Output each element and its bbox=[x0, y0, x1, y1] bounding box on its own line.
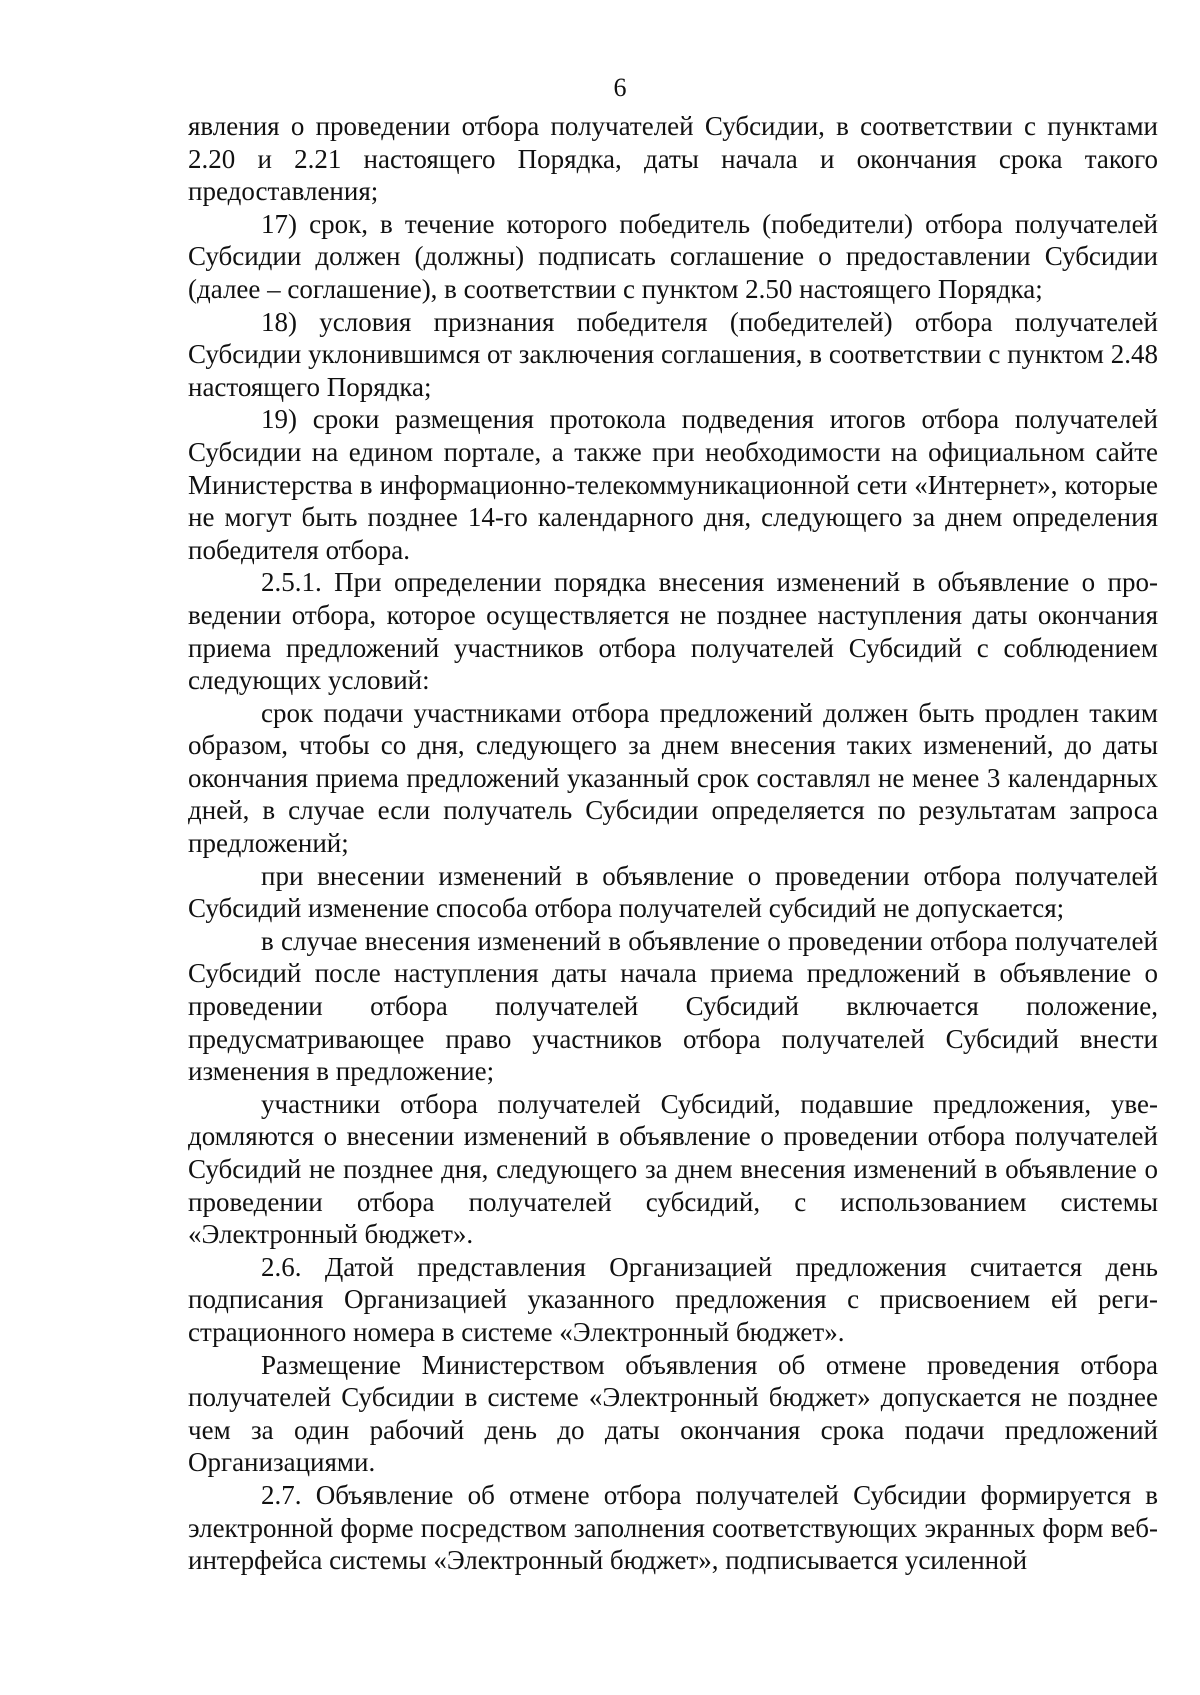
paragraph-condition-3: в случае внесения изменений в объявление о проведении отбора получателей Субсидий после наступления даты начала приема предложений в объявление о проведении отбора получателей Субсидий включается положение, предусматривающее право участников отбора получателей Субсидий внести изменения в предложение; bbox=[188, 925, 1158, 1087]
paragraph-2-5-1: 2.5.1. При определении порядка внесения изменений в объявление о проведении отбора, которое осуществляется не позднее наступления даты окончания приема предложений участников отбора получателей Субсидий с соблюдением следующих условий: bbox=[188, 567, 1158, 696]
paragraph-item-19: 19) сроки размещения протокола подведения итогов отбора получателей Субсидии на едином портале, а также при необходимости на официальном сайте Министерства в информационно-телекоммуникационной сети «Интернет», которые не могут быть позднее 14-го календарного дня, следующего за днем определения победителя отбора. bbox=[188, 404, 1158, 565]
page-number: 6 bbox=[613, 73, 627, 102]
paragraph-2-7: 2.7. Объявление об отмене отбора получателей Субсидии формируется в электронной форме посредством заполнения соответствующих экранных форм веб-интерфейса системы «Электронный бюджет», подписывается усиленной bbox=[188, 1479, 1158, 1576]
paragraph-2-6: 2.6. Датой представления Организацией предложения считается день подписания Организацией указанного предложения с присвоением ей регистрационного номера в системе «Электронный бюджет». bbox=[188, 1251, 1158, 1347]
paragraph-item-18: 18) условия признания победителя (победителей) отбора получателей Субсидии уклонившимся от заключения соглашения, в соответствии с пунктом 2.48 настоящего Порядка; bbox=[188, 306, 1158, 402]
paragraph-continuation: явления о проведении отбора получателей Субсидии, в соответствии с пунктами 2.20 и 2.21 настоящего Порядка, даты начала и окончания срока такого предоставления; bbox=[188, 111, 1158, 207]
paragraph-item-17: 17) срок, в течение которого победитель (победители) отбора получателей Субсидии должен (должны) подписать соглашение о предоставлении Субсидии (далее – соглашение), в соответствии с пунктом 2.50 настоящего Порядка; bbox=[188, 208, 1158, 304]
paragraph-condition-1: срок подачи участниками отбора предложений должен быть продлен таким образом, чтобы со дня, следующего за днем внесения таких изменений, до даты окончания приема предложений указанный срок составлял не менее 3 календарных дней, в случае если получатель Субсидии определяется по результатам запроса предложений; bbox=[188, 697, 1158, 859]
document-body bbox=[188, 110, 1158, 1577]
paragraph-condition-2: при внесении изменений в объявление о проведении отбора получателей Субсидий изменение способа отбора получателей субсидий не допускается; bbox=[188, 860, 1158, 924]
paragraph-cancellation: Размещение Министерством объявления об отмене проведения отбора получателей Субсидии в системе «Электронный бюджет» допускается не позднее чем за один рабочий день до даты окончания срока подачи предложений Организациями. bbox=[188, 1349, 1158, 1478]
paragraph-condition-4: участники отбора получателей Субсидий, подавшие предложения, уведомляются о внесении изменений в объявление о проведении отбора получателей Субсидий не позднее дня, следующего за днем внесения изменений в объявление о проведении отбора получателей субсидий, с использованием системы «Электронный бюджет». bbox=[188, 1088, 1158, 1250]
